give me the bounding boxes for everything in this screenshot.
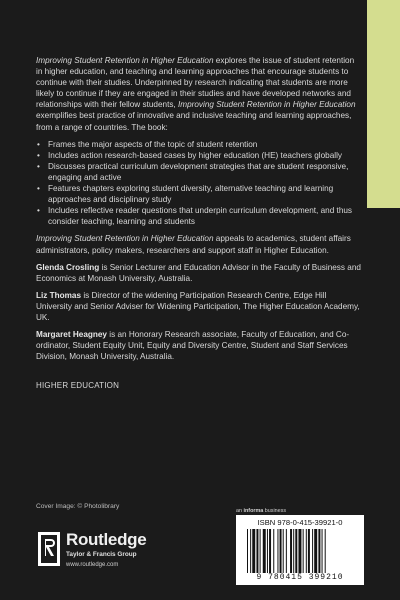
informa-prefix: an	[236, 508, 244, 514]
feature-item: • Features chapters exploring student diversity, alternative teaching and learning approaches and disciplinary study	[48, 183, 362, 205]
appeal-paragraph	[36, 233, 362, 255]
publisher-block	[38, 528, 208, 578]
barcode-digits: 9 780415 399210	[256, 573, 344, 582]
author-bio	[36, 329, 362, 362]
isbn-barcode	[236, 515, 364, 585]
author-bio-text: is Senior Lecturer and Education Advisor in the Faculty of Business and Economics at Monash University, Australia.	[36, 262, 361, 283]
intro-paragraph	[36, 55, 362, 133]
informa-suffix: business	[263, 508, 287, 514]
author-bio-text: is an Honorary Research associate, Faculty of Education, and Co-ordinator, Student Equity Unit, Equity and Diversity Centre, Student and Staff Services Division, Monash University, Australia.	[36, 330, 350, 362]
accent-color-strip	[367, 0, 400, 208]
appeal-title-italic: Improving Student Retention in Higher Education	[36, 234, 214, 244]
intro-text-2: exemplifies best practice of innovative and inclusive teaching and learning approaches, from a range of countries. The book:	[36, 111, 352, 132]
subject-category: HIGHER EDUCATION	[36, 381, 120, 391]
intro-text-1: explores the issue of student retention in higher education, and teaching and learning approaches that encourage students to continue with their studies. Underpinned by research indicating that students are more likely to continue if they are engaged in their studies and have developed networks and relationships with their fellow students,	[36, 56, 355, 110]
feature-item: • Includes action research-based cases by higher education (HE) teachers globally	[48, 150, 362, 161]
book-title-italic: Improving Student Retention in Higher Education	[36, 56, 214, 65]
author-bio	[36, 262, 362, 284]
publisher-group: Taylor & Francis Group	[66, 551, 137, 558]
feature-item: • Includes reflective reader questions that underpin curriculum development, and thus consider teaching, learning and students	[48, 205, 362, 227]
informa-brand: informa	[243, 508, 264, 514]
routledge-logo-icon	[38, 532, 60, 566]
barcode-bars	[246, 529, 358, 573]
cover-image-credit: Cover Image: © Photolibrary	[36, 503, 120, 510]
book-title-italic-2: Improving Student Retention in Higher Education	[178, 100, 356, 110]
appeal-text: appeals to academics, student affairs administrators, policy makers, researchers and support staff in Higher Education.	[36, 234, 351, 255]
author-name: Margaret Heagney	[36, 330, 107, 340]
publisher-url: www.routledge.com	[66, 562, 119, 568]
author-bio-text: is Director of the widening Participation Research Centre, Edge Hill University and Senior Adviser for Widening Participation, The Higher Education Academy, UK.	[36, 290, 360, 322]
feature-list	[36, 139, 362, 228]
author-bio	[36, 290, 362, 323]
informa-tagline	[236, 508, 286, 514]
author-name: Liz Thomas	[36, 290, 82, 300]
feature-item: • Discusses practical curriculum development strategies that are student responsive, engaging and active	[48, 161, 362, 183]
author-name: Glenda Crosling	[36, 262, 100, 272]
feature-item: • Frames the major aspects of the topic of student retention	[48, 139, 362, 150]
isbn-label: ISBN 978-0-415-39921-0	[257, 518, 343, 527]
publisher-name: Routledge	[66, 530, 147, 549]
back-cover-text	[36, 55, 362, 391]
